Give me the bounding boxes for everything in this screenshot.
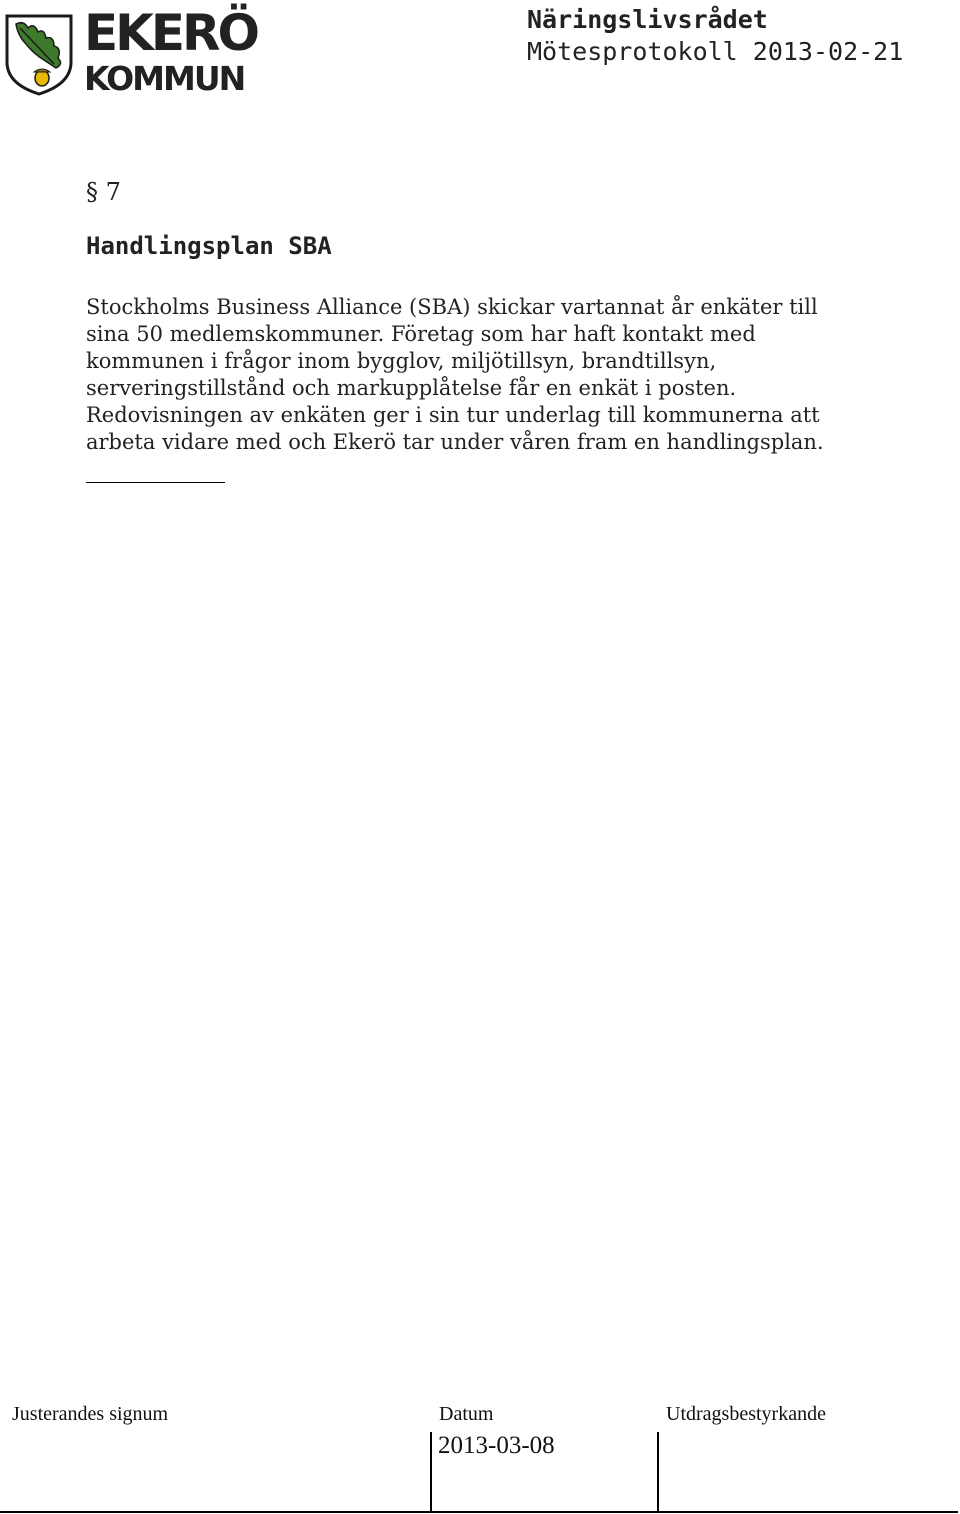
committee-name: Näringslivsrådet <box>527 5 768 34</box>
section-number: § 7 <box>86 178 121 206</box>
document-header <box>527 4 903 68</box>
date-value: 2013-03-08 <box>438 1432 555 1459</box>
section-heading: Handlingsplan SBA <box>86 232 332 260</box>
ekero-kommun-logo <box>4 4 258 98</box>
body-line: arbeta vidare med och Ekerö tar under våren fram en handlingsplan. <box>86 430 824 454</box>
footer-divider <box>430 1432 432 1512</box>
date-label: Datum <box>439 1403 494 1425</box>
body-line: Stockholms Business Alliance (SBA) skickar vartannat år enkäter till <box>86 295 818 319</box>
protocol-title: Mötesprotokoll 2013-02-21 <box>527 37 904 66</box>
logo-name: EKERÖ <box>84 4 258 62</box>
body-line: kommunen i frågor inom bygglov, miljötillsyn, brandtillsyn, <box>86 349 717 373</box>
body-line: serveringstillstånd och markupplåtelse får en enkät i posten. <box>86 376 737 400</box>
extract-label: Utdragsbestyrkande <box>666 1403 826 1425</box>
body-line: Redovisningen av enkäten ger i sin tur underlag till kommunerna att <box>86 403 820 427</box>
footer-bottom-rule <box>0 1511 958 1513</box>
section-end-rule <box>86 482 225 483</box>
oak-leaf-shield-icon <box>4 10 74 96</box>
body-line: sina 50 medlemskommuner. Företag som har haft kontakt med <box>86 322 756 346</box>
section-body <box>86 294 846 456</box>
logo-subname: KOMMUN <box>84 59 245 98</box>
signum-label: Justerandes signum <box>12 1403 169 1425</box>
footer-divider <box>657 1432 659 1512</box>
